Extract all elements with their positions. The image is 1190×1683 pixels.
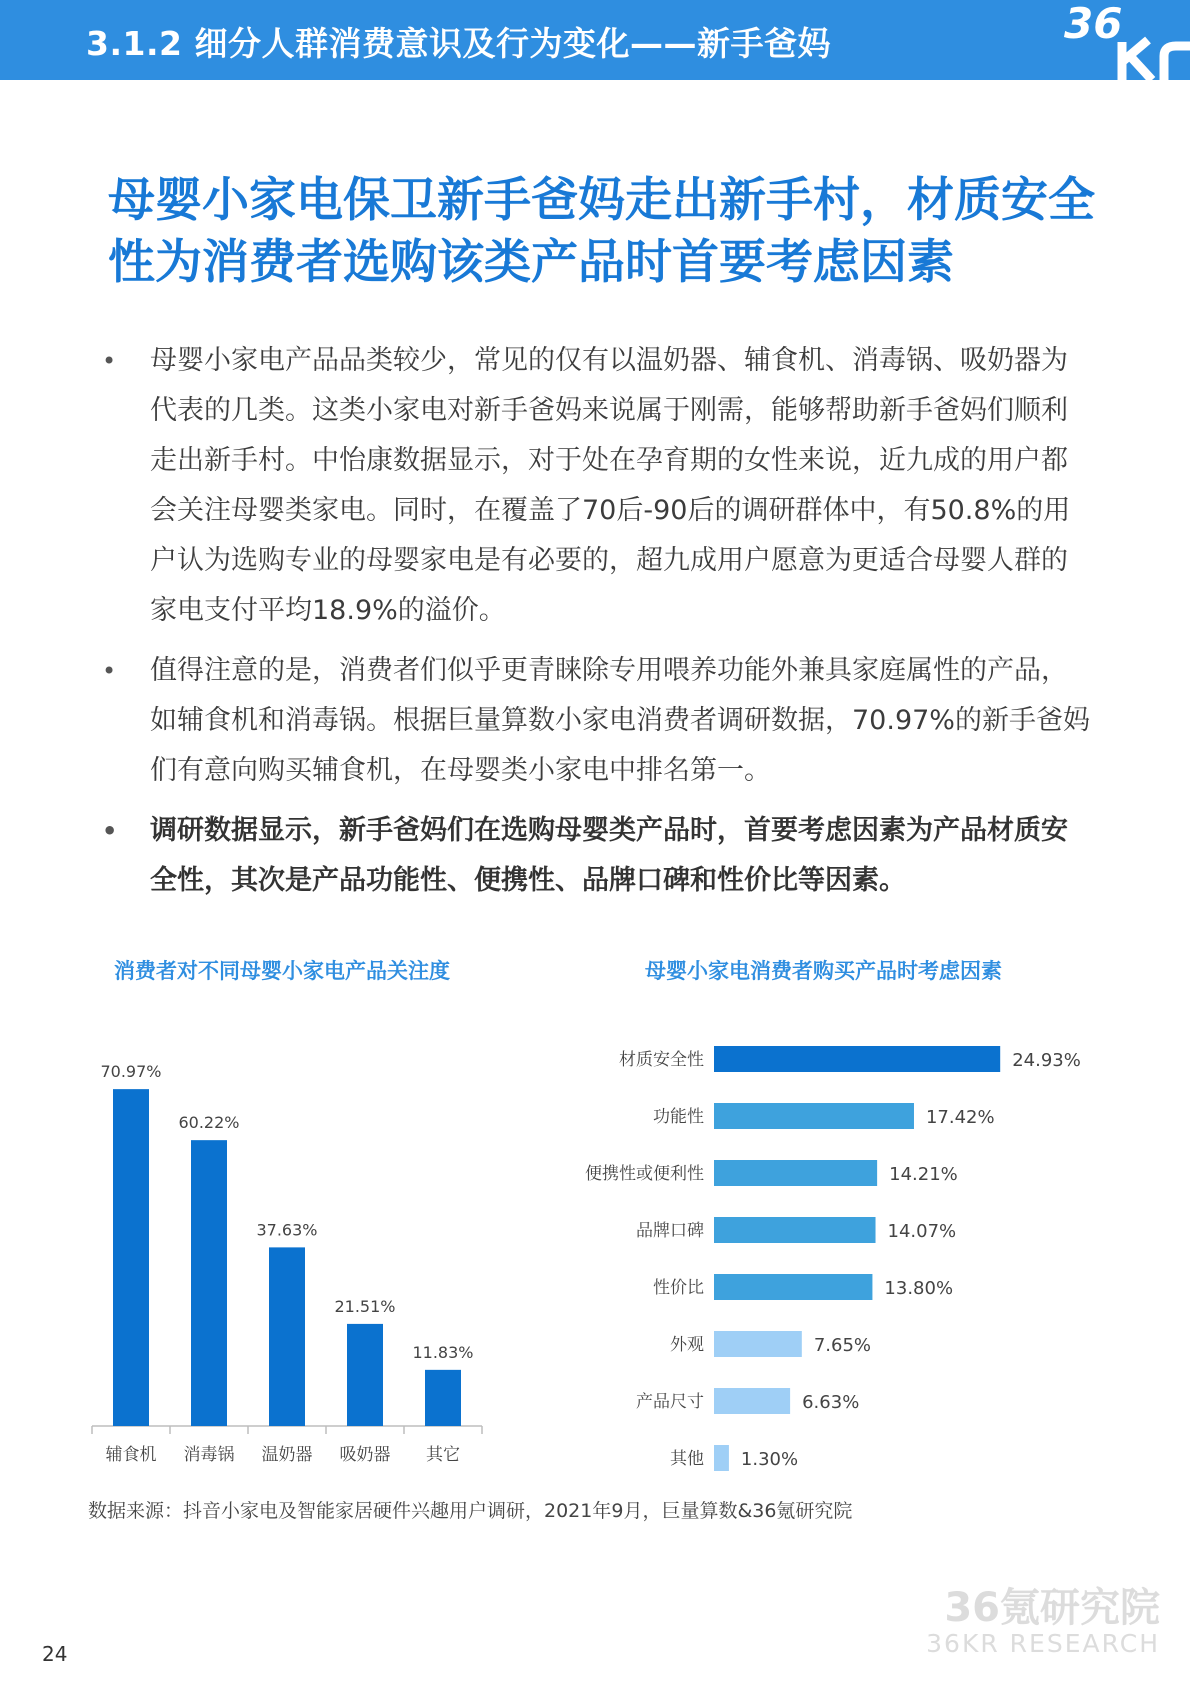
watermark-sub: 36KR RESEARCH <box>926 1629 1160 1658</box>
bullet-item-highlight: • 调研数据显示，新手爸妈们在选购母婴类产品时，首要考虑因素为产品材质安全性，其次是产品功能性、便携性、品牌口碑和性价比等因素。 <box>100 806 1090 906</box>
header-bar <box>0 0 1190 80</box>
bar-品牌口碑 <box>714 1217 876 1243</box>
bar-其它 <box>425 1370 461 1426</box>
category-label: 产品尺寸 <box>636 1392 704 1412</box>
watermark <box>926 1586 1160 1658</box>
bar-温奶器 <box>269 1247 305 1426</box>
right-chart-title: 母婴小家电消费者购买产品时考虑因素 <box>645 959 1002 983</box>
category-label: 性价比 <box>653 1278 704 1298</box>
bar-value-label: 6.63% <box>802 1392 860 1413</box>
bar-外观 <box>714 1331 802 1357</box>
bullet-item: • 母婴小家电产品品类较少，常见的仅有以温奶器、辅食机、消毒锅、吸奶器为代表的几类。这类小家电对新手爸妈来说属于刚需，能够帮助新手爸妈们顺利走出新手村。中怡康数据显示，对于处在孕育期的女性来说，近九成的用户都会关注母婴类家电。同时，在覆盖了70后-90后的调研群体中，有50.8%的用户认为选购专业的母婴家电是有必要的，超九成用户愿意为更适合母婴人群的家电支付平均18.9%的溢价。 <box>100 336 1090 636</box>
category-label: 其他 <box>670 1449 704 1469</box>
bar-value-label: 37.63% <box>256 1220 318 1240</box>
watermark-main: 36氪研究院 <box>944 1585 1160 1631</box>
bar-value-label: 11.83% <box>412 1342 474 1362</box>
bar-功能性 <box>714 1103 914 1129</box>
page-number: 24 <box>42 1642 68 1666</box>
bar-辅食机 <box>113 1089 149 1426</box>
bar-value-label: 60.22% <box>178 1113 240 1133</box>
36kr-logo <box>1040 0 1190 80</box>
bullet-list <box>100 336 1090 916</box>
svg-text:36: 36 <box>1064 0 1123 48</box>
bar-value-label: 70.97% <box>100 1062 162 1082</box>
category-label: 其它 <box>426 1445 460 1465</box>
left-chart-title: 消费者对不同母婴小家电产品关注度 <box>114 959 450 983</box>
category-label: 温奶器 <box>261 1445 313 1465</box>
category-label: 外观 <box>670 1335 704 1355</box>
category-label: 辅食机 <box>105 1445 157 1465</box>
bar-value-label: 13.80% <box>884 1278 954 1299</box>
bar-材质安全性 <box>714 1046 1000 1072</box>
category-label: 品牌口碑 <box>636 1221 704 1241</box>
bar-value-label: 1.30% <box>740 1449 799 1470</box>
category-label: 吸奶器 <box>339 1445 391 1465</box>
category-label: 功能性 <box>653 1107 704 1127</box>
bar-value-label: 17.42% <box>925 1107 995 1128</box>
data-source-note: 数据来源：抖音小家电及智能家居硬件兴趣用户调研，2021年9月，巨量算数&36氪研究院 <box>88 1500 853 1522</box>
bar-产品尺寸 <box>714 1388 790 1414</box>
bar-value-label: 14.07% <box>887 1221 957 1242</box>
section-title: 3.1.2 细分人群消费意识及行为变化——新手爸妈 <box>86 24 831 63</box>
bar-性价比 <box>714 1274 872 1300</box>
bar-吸奶器 <box>347 1324 383 1426</box>
bar-消毒锅 <box>191 1140 227 1426</box>
category-label: 材质安全性 <box>619 1050 704 1070</box>
category-label: 便携性或便利性 <box>585 1164 704 1184</box>
bar-value-label: 24.93% <box>1012 1050 1081 1071</box>
category-label: 消毒锅 <box>183 1445 235 1465</box>
purchase-factors-bar-chart <box>540 1020 1100 1480</box>
bullet-item: • 值得注意的是，消费者们似乎更青睐除专用喂养功能外兼具家庭属性的产品，如辅食机和消毒锅。根据巨量算数小家电消费者调研数据，70.97%的新手爸妈们有意向购买辅食机，在母婴类小家电中排名第一。 <box>100 646 1090 796</box>
page-headline: 母婴小家电保卫新手爸妈走出新手村，材质安全性为消费者选购该类产品时首要考虑因素 <box>108 173 1095 290</box>
bar-value-label: 14.21% <box>889 1164 958 1185</box>
product-attention-bar-chart <box>80 1020 500 1490</box>
bar-value-label: 21.51% <box>334 1296 396 1316</box>
bar-其他 <box>714 1445 729 1471</box>
bar-value-label: 7.65% <box>813 1335 872 1356</box>
bar-便携性或便利性 <box>714 1160 877 1186</box>
